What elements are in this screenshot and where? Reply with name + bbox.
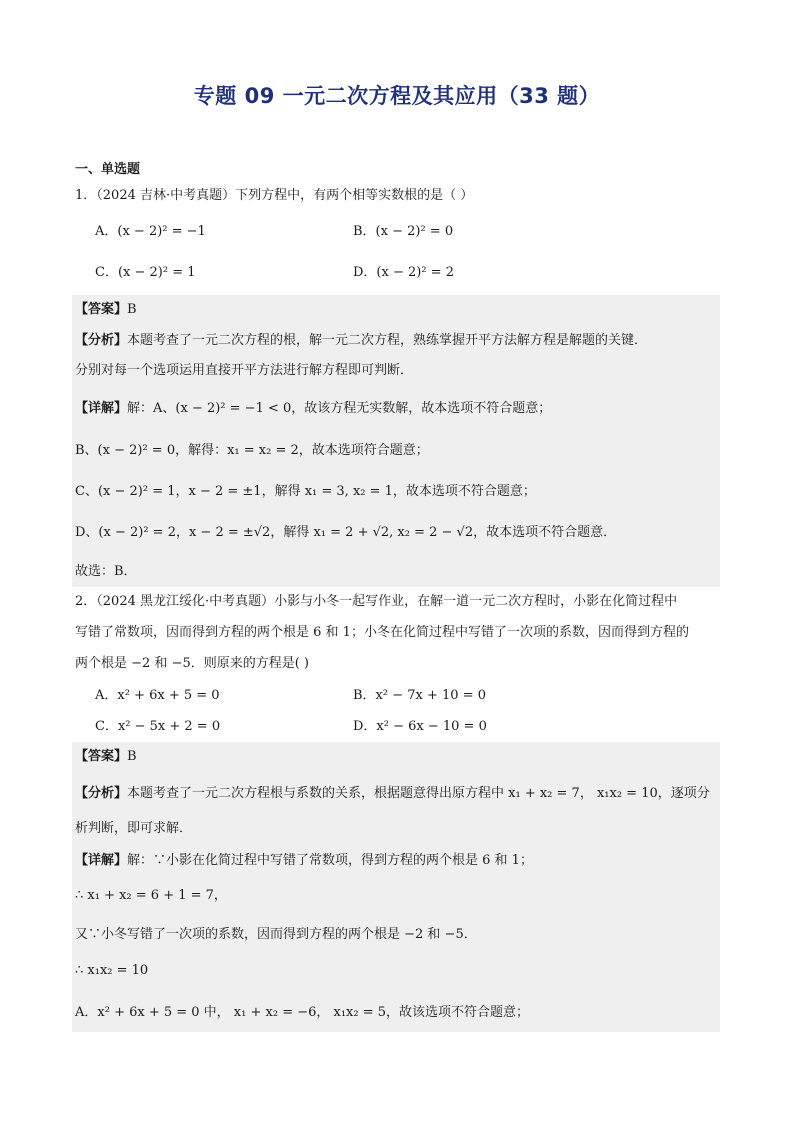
q2-analysis-tag: 【分析】	[75, 786, 128, 801]
q1-analysis	[75, 331, 647, 351]
q1-detail-line-4: D、(x − 2)² = 2，x − 2 = ±√2，解得 x₁ = 2 + √2, x₂ = 2 − √2，故本选项不符合题意．	[75, 525, 617, 540]
page-title: 专题 09 一元二次方程及其应用（33 题）	[193, 84, 601, 108]
q2-analysis-line-2: 析判断，即可求解．	[75, 821, 193, 836]
q1-answer	[75, 300, 137, 320]
q1-option-c: C．(x − 2)² = 1	[95, 265, 196, 280]
q2-detail-line-4: ∴ x₁x₂ = 10	[75, 963, 149, 978]
q2-answer-value: B	[127, 749, 137, 764]
q1-detail-text: 解：A、(x − 2)² = −1 < 0，故该方程无实数解，故本选项不符合题意；	[127, 401, 552, 416]
q2-detail-line-2: ∴ x₁ + x₂ = 6 + 1 = 7，	[75, 888, 227, 903]
q2-detail-tag: 【详解】	[75, 853, 128, 868]
q2-stem-line-2: 写错了常数项，因而得到方程的两个根是 6 和 1；小冬在化简过程中写错了一次项的系数，因而得到方程的	[75, 625, 689, 640]
q2-analysis-text: 本题考查了一元二次方程根与系数的关系，根据题意得出原方程中 x₁ + x₂ = 7， x₁x₂ = 10，逐项分	[127, 786, 710, 801]
q2-detail-text: 解：∵小影在化简过程中写错了常数项，得到方程的两个根是 6 和 1；	[127, 853, 533, 868]
q1-analysis-tag: 【分析】	[75, 333, 128, 348]
q2-stem-line-3: 两个根是 −2 和 −5．则原来的方程是( )	[75, 656, 310, 671]
q1-detail-tag: 【详解】	[75, 401, 128, 416]
q1-option-d: D．(x − 2)² = 2	[353, 265, 454, 280]
q1-analysis-line-2: 分别对每一个选项运用直接开平方法进行解方程即可判断．	[75, 363, 414, 378]
q1-analysis-text: 本题考查了一元二次方程的根，解一元二次方程，熟练掌握开平方法解方程是解题的关键．	[127, 333, 648, 348]
q2-option-b: B．x² − 7x + 10 = 0	[353, 688, 486, 703]
q2-detail-line-3: 又∵小冬写错了一次项的系数，因而得到方程的两个根是 −2 和 −5．	[75, 927, 477, 942]
q1-stem: 1．（2024 吉林·中考真题）下列方程中，有两个相等实数根的是（ ）	[75, 188, 474, 203]
q1-detail-line-2: B、(x − 2)² = 0，解得：x₁ = x₂ = 2，故本选项符合题意；	[75, 443, 429, 458]
q2-stem-line-1: 2．（2024 黑龙江绥化·中考真题）小影与小冬一起写作业，在解一道一元二次方程时，小影在化简过程中	[75, 594, 678, 609]
q2-analysis	[75, 784, 710, 804]
q2-option-d: D．x² − 6x − 10 = 0	[353, 719, 487, 734]
q2-answer	[75, 747, 137, 767]
q1-detail-line-1	[75, 399, 551, 419]
q1-answer-value: B	[127, 302, 137, 317]
q1-option-a: A．(x − 2)² = −1	[95, 224, 206, 239]
q1-answer-tag: 【答案】	[75, 302, 128, 317]
q2-detail-line-5: A．x² + 6x + 5 = 0 中， x₁ + x₂ = −6， x₁x₂ = 5，故该选项不符合题意；	[75, 1005, 530, 1020]
q2-option-a: A．x² + 6x + 5 = 0	[95, 688, 220, 703]
q1-detail-line-5: 故选：B．	[75, 564, 137, 579]
q2-detail-line-1	[75, 851, 533, 871]
q2-answer-tag: 【答案】	[75, 749, 128, 764]
section-heading: 一、单选题	[75, 162, 141, 177]
q2-option-c: C．x² − 5x + 2 = 0	[95, 719, 221, 734]
q1-option-b: B．(x − 2)² = 0	[353, 224, 454, 239]
q1-detail-line-3: C、(x − 2)² = 1，x − 2 = ±1，解得 x₁ = 3, x₂ = 1，故本选项不符合题意；	[75, 484, 536, 499]
